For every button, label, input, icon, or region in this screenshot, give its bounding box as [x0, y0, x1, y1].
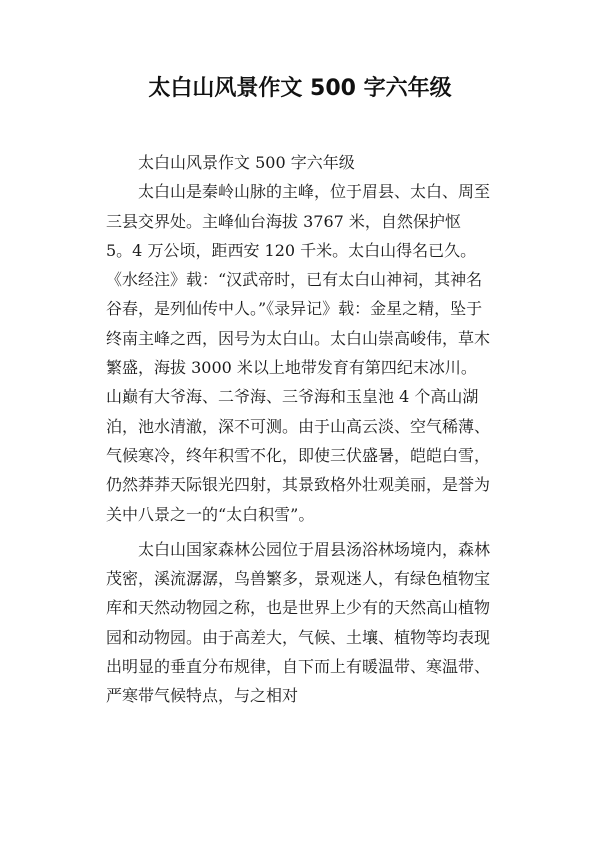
paragraph-1: 太白山是秦岭山脉的主峰，位于眉县、太白、周至三县交界处。主峰仙台海拔 3767 米，自然保护怄 5。4 万公顷，距西安 120 千米。太白山得名已久。《水经注》载：“汉武帝时，已有太白山神祠，其神名谷春，是列仙传中人。”《录异记》载：金星之精，坠于终南主峰之西，因号为太白山。太白山崇高峻伟，草木繁盛，海拔 3000 米以上地带发育有第四纪末冰川。山巅有大爷海、二爷海、三爷海和玉皇池 4 个高山湖泊，池水清澈，深不可测。由于山高云淡、空气稀薄、气候寒冷，终年积雪不化，即使三伏盛暑，皑皑白雪，仍然莽莽天际银光四射，其景致格外壮观美丽，是誉为关中八景之一的“太白积雪”。	[106, 182, 491, 524]
document-body	[106, 148, 492, 711]
document-title: 太白山风景作文 500 字六年级	[148, 76, 452, 101]
paragraph-2: 太白山国家森林公园位于眉县汤浴林场境内，森林茂密，溪流潺潺，鸟兽繁多，景观迷人，有绿色植物宝库和天然动物园之称，也是世界上少有的天然高山植物园和动物园。由于高差大，气候、土壤、植物等均表现出明显的垂直分布规律，自下而上有暖温带、寒温带、严寒带气候特点，与之相对	[106, 539, 491, 706]
document-subtitle: 太白山风景作文 500 字六年级	[138, 153, 355, 172]
